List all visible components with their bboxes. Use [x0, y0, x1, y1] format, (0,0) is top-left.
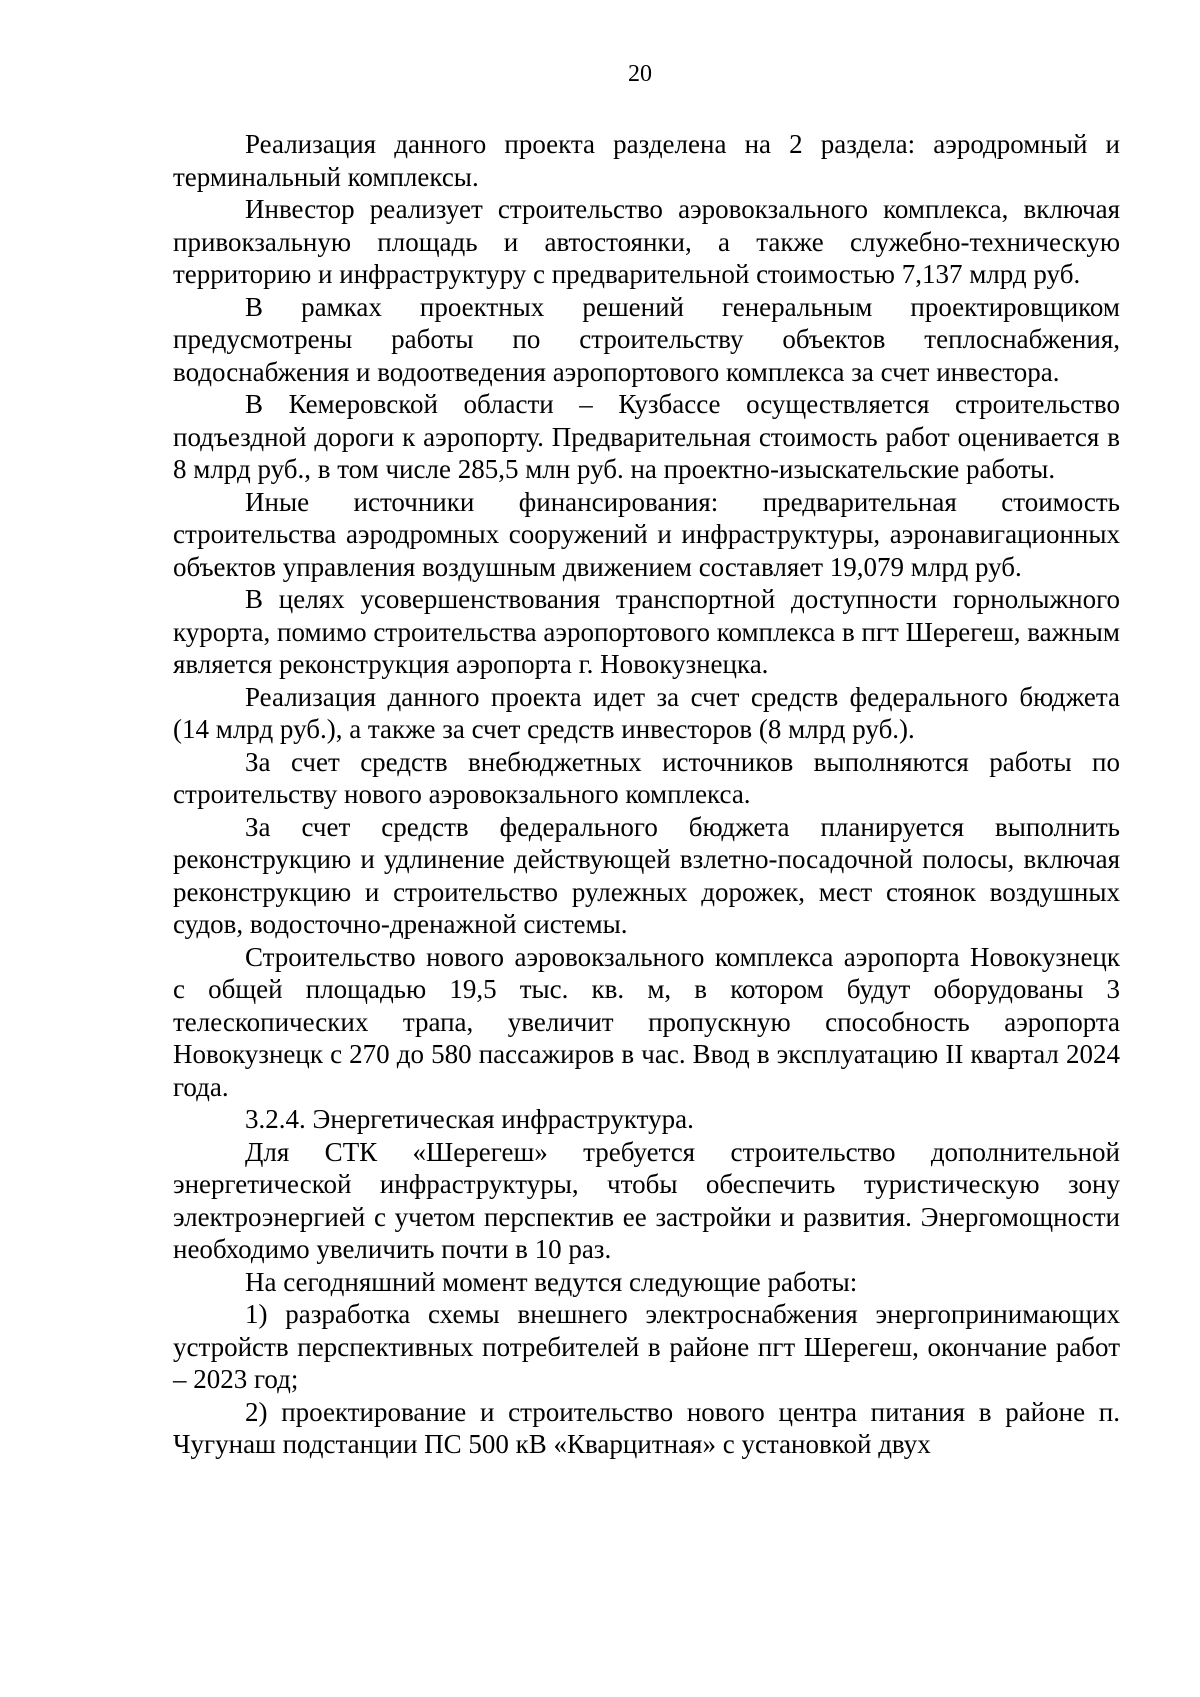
paragraph: В целях усовершенствования транспортной доступности горнолыжного курорта, помимо строительства аэропортового комплекса в пгт Шерегеш, важным является реконструкция аэропорта г. Новокузнецка.: [173, 584, 1120, 679]
list-item: 2) проектирование и строительство нового центра питания в районе п. Чугунаш подстанции ПС 500 кВ «Кварцитная» с установкой двух: [173, 1396, 1120, 1459]
paragraph: Реализация данного проекта разделена на 2 раздела: аэродромный и терминальный комплексы.: [173, 129, 1120, 192]
list-item: 1) разработка схемы внешнего электроснабжения энергопринимающих устройств перспективных потребителей в районе пгт Шерегеш, окончание работ – 2023 год;: [173, 1299, 1120, 1394]
paragraph: Иные источники финансирования: предварительная стоимость строительства аэродромных сооружений и инфраструктуры, аэронавигационных объектов управления воздушным движением составляет 19,079 млрд руб.: [173, 486, 1120, 582]
paragraph: В Кемеровской области – Кузбассе осуществляется строительство подъездной дороги к аэропорту. Предварительная стоимость работ оценивается в 8 млрд руб., в том числе 285,5 млн руб. на проектно-изыскательские работы.: [173, 389, 1120, 484]
document-body: [173, 128, 1120, 1461]
paragraph: Реализация данного проекта идет за счет средств федерального бюджета (14 млрд руб.), а также за счет средств инвесторов (8 млрд руб.).: [173, 681, 1120, 744]
paragraph: Для СТК «Шерегеш» требуется строительство дополнительной энергетической инфраструктуры, чтобы обеспечить туристическую зону электроэнергией с учетом перспектив ее застройки и развития. Энергомощности необходимо увеличить почти в 10 раз.: [173, 1136, 1120, 1264]
paragraph: За счет средств федерального бюджета планируется выполнить реконструкцию и удлинение действующей взлетно-посадочной полосы, включая реконструкцию и строительство рулежных дорожек, мест стоянок воздушных судов, водосточно-дренажной системы.: [173, 811, 1120, 939]
paragraph: В рамках проектных решений генеральным проектировщиком предусмотрены работы по строительству объектов теплоснабжения, водоснабжения и водоотведения аэропортового комплекса за счет инвестора.: [173, 291, 1120, 387]
paragraph: На сегодняшний момент ведутся следующие работы:: [245, 1266, 858, 1297]
paragraph: Строительство нового аэровокзального комплекса аэропорта Новокузнецк с общей площадью 19,5 тыс. кв. м, в котором будут оборудованы 3 телескопических трапа, увеличит пропускную способность аэропорта Новокузнецк с 270 до 580 пассажиров в час. Ввод в эксплуатацию II квартал 2024 года.: [173, 941, 1120, 1102]
paragraph: Инвестор реализует строительство аэровокзального комплекса, включая привокзальную площадь и автостоянки, а также служебно-техническую территорию и инфраструктуру с предварительной стоимостью 7,137 млрд руб.: [173, 194, 1120, 289]
paragraph: За счет средств внебюджетных источников выполняются работы по строительству нового аэровокзального комплекса.: [173, 746, 1120, 809]
page-number: 20: [628, 61, 652, 87]
section-heading: 3.2.4. Энергетическая инфраструктура.: [245, 1104, 694, 1134]
